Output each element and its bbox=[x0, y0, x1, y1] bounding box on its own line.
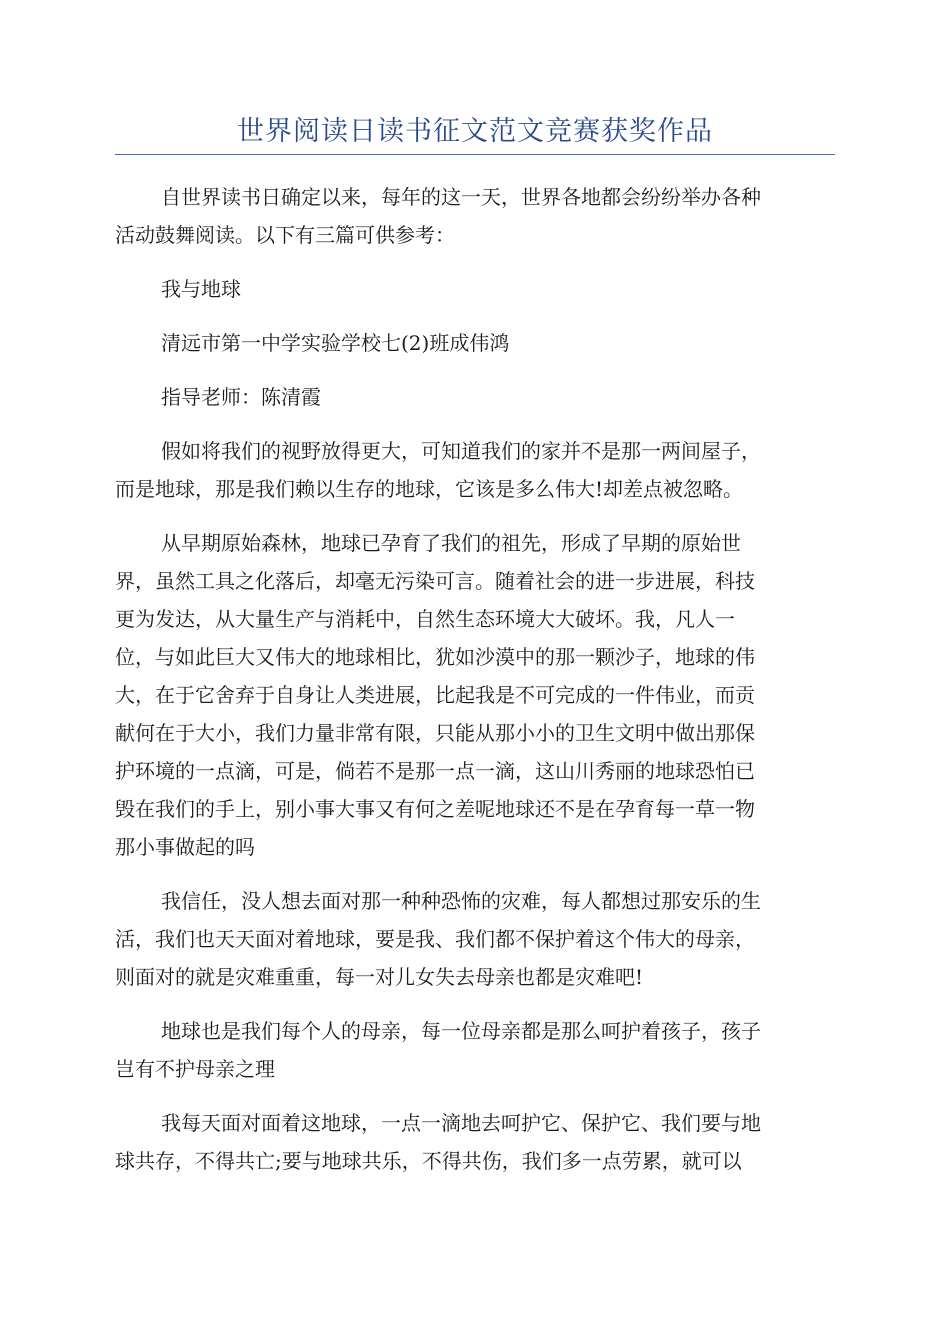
paragraph-line: 球共存，不得共亡;要与地球共乐，不得共伤，我们多一点劳累，就可以 bbox=[115, 1149, 742, 1173]
paragraph bbox=[115, 178, 835, 254]
paragraph-line: 我每天面对面着这地球，一点一滴地去呵护它、保护它、我们要与地 bbox=[161, 1111, 761, 1135]
paragraph bbox=[115, 524, 835, 866]
paragraph-line: 活，我们也天天面对着地球，要是我、我们都不保护着这个伟大的母亲， bbox=[115, 927, 755, 951]
paragraph-line: 自世界读书日确定以来，每年的这一天，世界各地都会纷纷举办各种 bbox=[161, 185, 761, 209]
paragraph-line: 更为发达，从大量生产与消耗中，自然生态环境大大破坏。我，凡人一 bbox=[115, 607, 735, 631]
paragraph bbox=[115, 324, 835, 362]
paragraph-line: 界，虽然工具之化落后，却毫无污染可言。随着社会的进一步进展，科技 bbox=[115, 569, 755, 593]
paragraph-line: 活动鼓舞阅读。以下有三篇可供参考： bbox=[115, 223, 455, 247]
paragraph-line: 护环境的一点滴，可是，倘若不是那一点一滴，这山川秀丽的地球恐怕已 bbox=[115, 759, 755, 783]
paragraph-line: 我与地球 bbox=[161, 277, 241, 301]
paragraph-line: 大，在于它舍弃于自身让人类进展，比起我是不可完成的一件伟业，而贡 bbox=[115, 683, 755, 707]
paragraph-line: 献何在于大小，我们力量非常有限，只能从那小小的卫生文明中做出那保 bbox=[115, 721, 755, 745]
paragraph bbox=[115, 378, 835, 416]
paragraph-line: 我信任，没人想去面对那一种种恐怖的灾难，每人都想过那安乐的生 bbox=[161, 889, 761, 913]
paragraph-line: 指导老师：陈清霞 bbox=[161, 385, 321, 409]
paragraph-line: 那小事做起的吗 bbox=[115, 835, 255, 859]
paragraph bbox=[115, 270, 835, 308]
paragraph bbox=[115, 882, 835, 996]
paragraph-line: 则面对的就是灾难重重，每一对儿女失去母亲也都是灾难吧! bbox=[115, 965, 644, 989]
paragraph-line: 清远市第一中学实验学校七(2)班成伟鸿 bbox=[161, 331, 510, 355]
paragraph-line: 假如将我们的视野放得更大，可知道我们的家并不是那一两间屋子， bbox=[161, 439, 761, 463]
paragraph-line: 而是地球，那是我们赖以生存的地球，它该是多么伟大!却差点被忽略。 bbox=[115, 477, 744, 501]
paragraph-line: 毁在我们的手上，别小事大事又有何之差呢地球还不是在孕育每一草一物 bbox=[115, 797, 755, 821]
document-title: 世界阅读日读书征文范文竞赛获奖作品 bbox=[237, 116, 713, 147]
paragraph-line: 从早期原始森林，地球已孕育了我们的祖先，形成了早期的原始世 bbox=[161, 531, 741, 555]
document-body bbox=[115, 178, 835, 1196]
paragraph bbox=[115, 1012, 835, 1088]
paragraph-line: 位，与如此巨大又伟大的地球相比，犹如沙漠中的那一颗沙子，地球的伟 bbox=[115, 645, 755, 669]
paragraph bbox=[115, 432, 835, 508]
paragraph-line: 岂有不护母亲之理 bbox=[115, 1057, 275, 1081]
paragraph bbox=[115, 1104, 835, 1180]
paragraph-line: 地球也是我们每个人的母亲，每一位母亲都是那么呵护着孩子，孩子 bbox=[161, 1019, 761, 1043]
title-underline bbox=[115, 154, 835, 155]
